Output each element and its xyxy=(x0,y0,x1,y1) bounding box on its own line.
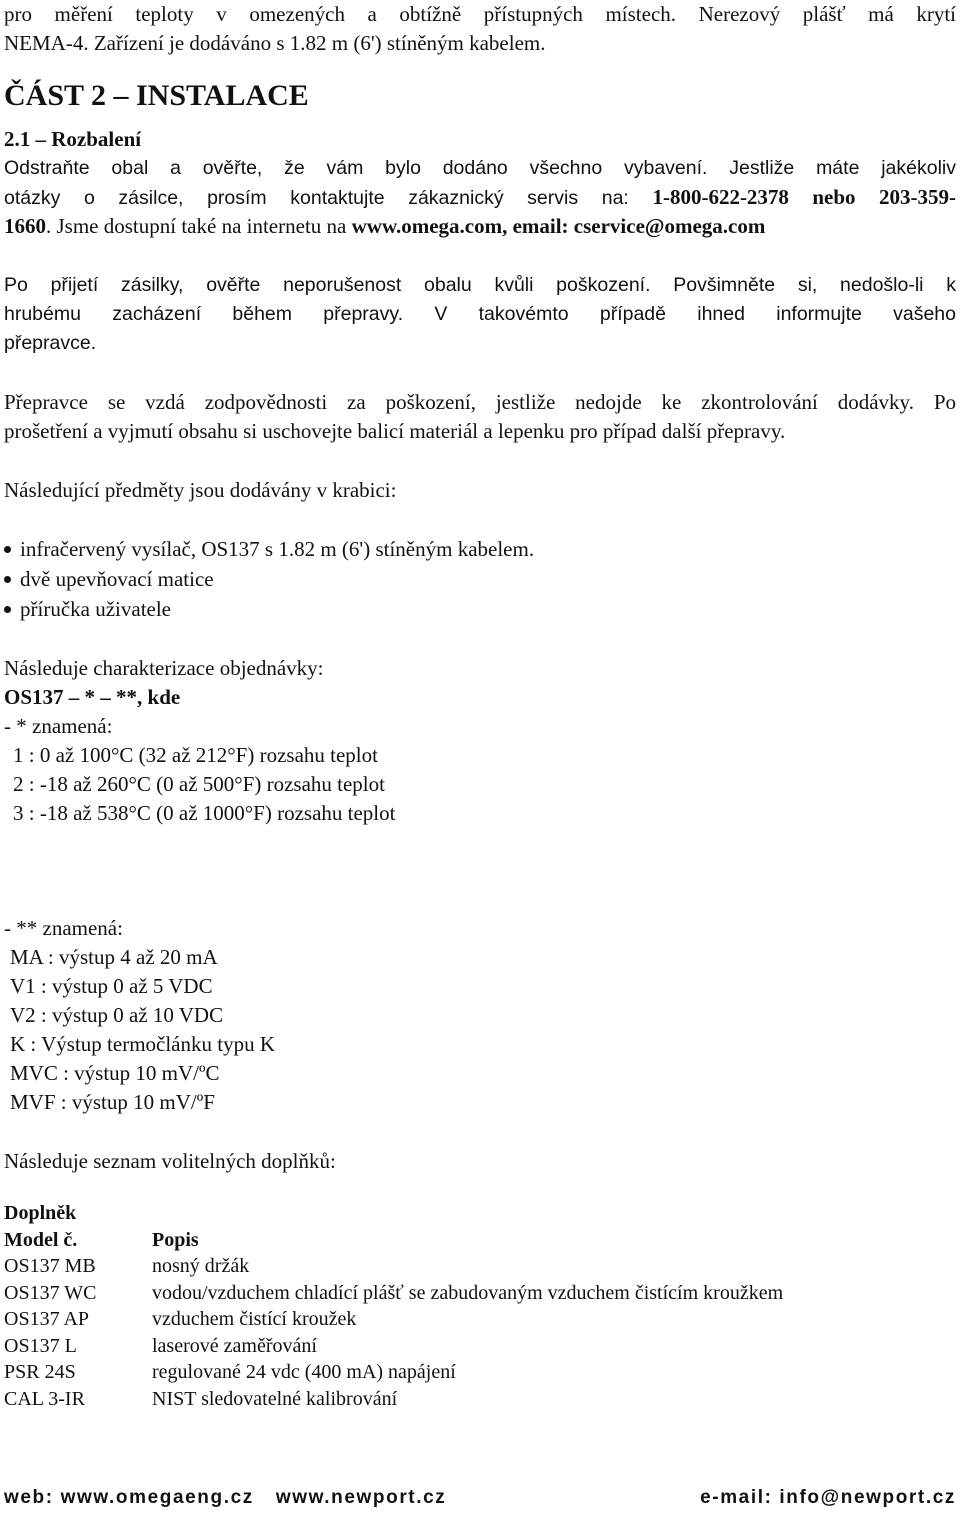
unpacking-heading: 2.1 – Rozbalení xyxy=(4,127,142,151)
unpacking-p2-line-2: hrubému zacházení během přepravy. V takovémto případě ihned informujte vašeho xyxy=(4,303,956,325)
unpacking-p3-line-1: Přepravce se vzdá zodpovědnosti za poškození, jestliže nedojde ke zkontrolování dodávky. Po xyxy=(4,390,956,414)
footer-email xyxy=(700,1487,956,1509)
table-row xyxy=(4,1386,783,1413)
table-row xyxy=(4,1253,783,1280)
model-cell: CAL 3-IR xyxy=(4,1387,85,1410)
footer-email-label: e-mail: xyxy=(700,1487,780,1508)
star-option: 1 : 0 až 100°C (32 až 212°F) rozsahu teplot xyxy=(13,743,378,767)
footer-web-link-newport[interactable]: www.newport.cz xyxy=(275,1487,447,1508)
star-option: 2 : -18 až 260°C (0 až 500°F) rozsahu teplot xyxy=(13,772,385,796)
description-cell: regulované 24 vdc (400 mA) napájení xyxy=(152,1361,456,1383)
model-cell: OS137 L xyxy=(4,1334,77,1357)
dstar-option: MVF : výstup 10 mV/ºF xyxy=(10,1090,215,1114)
unpacking-p1-line-2 xyxy=(4,183,956,212)
dstar-option: V2 : výstup 0 až 10 VDC xyxy=(10,1003,224,1027)
list-item: infračervený vysílač, OS137 s 1.82 m (6') stíněným kabelem. xyxy=(4,535,534,563)
bullet-icon xyxy=(4,606,11,613)
model-cell: OS137 MB xyxy=(4,1255,96,1277)
description-cell: laserové zaměřování xyxy=(152,1334,317,1357)
accessories-table xyxy=(4,1200,783,1412)
phone-numbers: 1-800-622-2378 nebo 203-359- xyxy=(652,185,956,209)
dstar-option: MA : výstup 4 až 20 mA xyxy=(10,945,218,969)
bullet-icon xyxy=(4,576,11,583)
items-intro: Následující předměty jsou dodávány v krabici: xyxy=(4,478,397,502)
unpacking-p1-line-3 xyxy=(4,212,765,240)
description-cell: vodou/vzduchem chladící plášť se zabudovaným vzduchem čistícím kroužkem xyxy=(152,1281,784,1304)
bullet-icon xyxy=(4,546,11,553)
dstar-option: V1 : výstup 0 až 5 VDC xyxy=(10,974,213,998)
footer-web-label: web: xyxy=(4,1487,61,1508)
p1-line-2-text: otázky o zásilce, prosím kontaktujte zákaznický servis na: xyxy=(4,187,653,209)
col-header-model: Model č. xyxy=(4,1228,78,1251)
table-header-row xyxy=(4,1200,783,1227)
ordering-intro: Následuje charakterizace objednávky: xyxy=(4,656,324,680)
intro-line-2: NEMA-4. Zařízení je dodáváno s 1.82 m (6') stíněným kabelem. xyxy=(4,31,546,55)
model-cell: OS137 AP xyxy=(4,1308,90,1330)
star-label: - * znamená: xyxy=(4,714,113,738)
table-row xyxy=(4,1306,783,1333)
table-header-row xyxy=(4,1227,783,1254)
description-cell: NIST sledovatelné kalibrování xyxy=(152,1387,398,1410)
table-row xyxy=(4,1280,783,1307)
unpacking-p2-line-1: Po přijetí zásilky, ověřte neporušenost obalu kvůli poškození. Povšimněte si, nedošlo-li k xyxy=(4,274,956,296)
model-cell: OS137 WC xyxy=(4,1281,97,1304)
list-item: příručka uživatele xyxy=(4,595,171,623)
description-cell: nosný držák xyxy=(152,1255,250,1277)
footer-email-link[interactable]: info@newport.cz xyxy=(779,1487,956,1508)
dstar-label: - ** znamená: xyxy=(4,916,123,940)
list-item: dvě upevňovací matice xyxy=(4,565,214,593)
ordering-code: OS137 – * – **, kde xyxy=(4,685,181,709)
dstar-option: MVC : výstup 10 mV/ºC xyxy=(10,1061,220,1085)
unpacking-p1-line-1: Odstraňte obal a ověřte, že vám bylo dodáno všechno vybavení. Jestliže máte jakékoliv xyxy=(4,157,956,179)
page-footer xyxy=(4,1487,956,1509)
col-header-description: Popis xyxy=(152,1228,199,1251)
table-row xyxy=(4,1333,783,1360)
description-cell: vzduchem čistící kroužek xyxy=(152,1308,357,1330)
dstar-option: K : Výstup termočlánku typu K xyxy=(10,1032,276,1056)
p1-line-3-text: . Jsme dostupní také na internetu na xyxy=(46,214,352,238)
phone-number-tail: 1660 xyxy=(4,214,46,238)
accessories-intro: Následuje seznam volitelných doplňků: xyxy=(4,1149,336,1173)
web-and-email-links[interactable]: www.omega.com, email: cservice@omega.com xyxy=(351,214,766,238)
unpacking-p3-line-2: prošetření a vyjmutí obsahu si uschovejte balicí materiál a lepenku pro případ další přepravy. xyxy=(4,419,786,443)
model-cell: PSR 24S xyxy=(4,1361,76,1383)
footer-web-link-omegaeng[interactable]: www.omegaeng.cz xyxy=(60,1487,254,1508)
star-option: 3 : -18 až 538°C (0 až 1000°F) rozsahu teplot xyxy=(13,801,396,825)
intro-line-1: pro měření teploty v omezených a obtížně přístupných místech. Nerezový plášť má krytí xyxy=(4,2,956,26)
col-header-accessory: Doplněk xyxy=(4,1202,77,1224)
unpacking-p2-line-3: přepravce. xyxy=(4,332,97,354)
table-row xyxy=(4,1359,783,1386)
section-title: ČÁST 2 – INSTALACE xyxy=(4,79,309,112)
